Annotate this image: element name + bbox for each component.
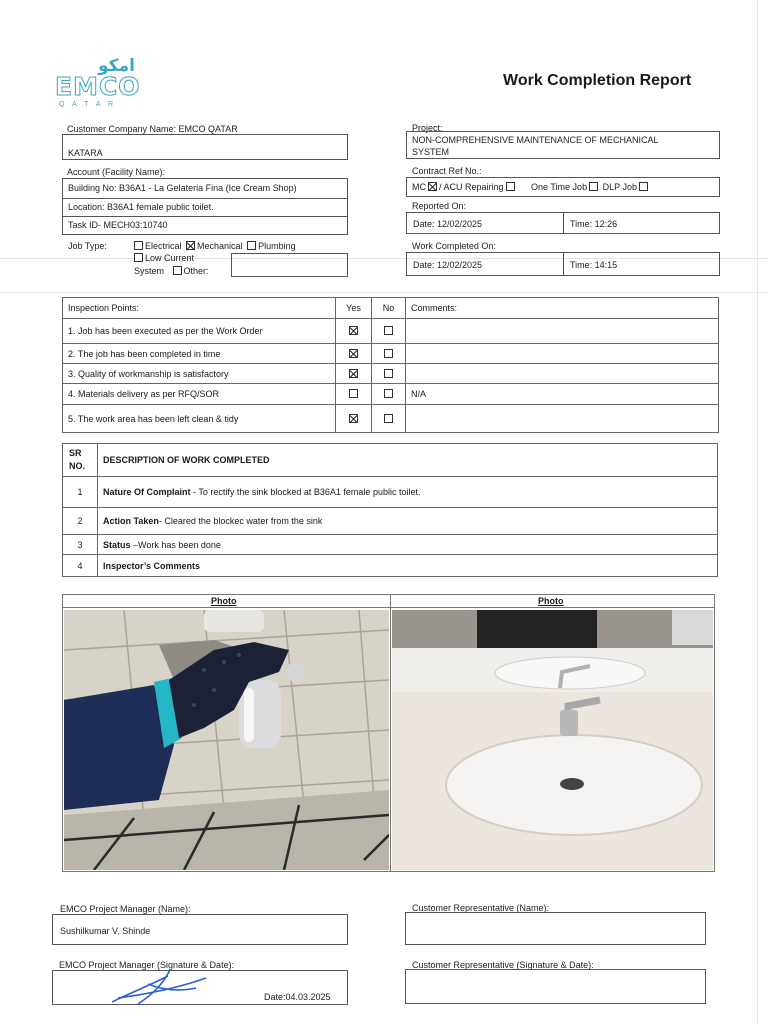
table-row — [63, 364, 719, 384]
mc-label: MC — [412, 182, 426, 192]
mechanical-label: Mechanical — [197, 241, 243, 251]
yes-checkbox[interactable] — [349, 349, 358, 358]
divider — [62, 198, 348, 199]
logo-main: EMCO — [55, 72, 141, 101]
logo-arabic: امكو — [98, 56, 135, 76]
pm-signature-date: Date:04.03.2025 — [264, 992, 331, 1002]
building-value: Building No: B36A1 - La Gelateria Fina (Ice Cream Shop) — [68, 183, 297, 193]
logo-sub: Q A T A R — [59, 101, 117, 108]
plumbing-label: Plumbing — [258, 241, 296, 251]
completed-label: Work Completed On: — [412, 241, 496, 251]
work-row-text: - Cleared the blockec water from the sink — [158, 516, 323, 526]
job-type-options — [132, 241, 296, 251]
customer-rep-signature-label: Customer Representative (Signature & Date): — [412, 960, 594, 970]
inspection-comment — [406, 405, 719, 433]
work-row-text: –Work has been done — [130, 539, 221, 550]
customer-company-box — [62, 134, 348, 160]
inspection-point: 2. The job has been completed in time — [63, 344, 336, 364]
table-row — [63, 384, 719, 405]
customer-company-label: Customer Company Name: EMCO QATAR — [67, 124, 238, 134]
dlp-checkbox[interactable] — [639, 182, 648, 191]
sr-number: 4 — [63, 555, 98, 577]
no-checkbox[interactable] — [384, 326, 393, 335]
pm-signature-label: EMCO Project Manager (Signature & Date): — [59, 960, 235, 970]
emco-logo — [55, 58, 139, 112]
scan-edge — [757, 0, 758, 1024]
inspection-point: 4. Materials delivery as per RFQ/SOR — [63, 384, 336, 405]
work-row-title: Nature Of Complaint — [103, 487, 191, 497]
one-time-label: One Time Job — [531, 182, 588, 192]
location-value: Location: B36A1 female public toilet. — [68, 202, 214, 212]
work-row-title: Action Taken — [103, 516, 159, 526]
other-checkbox[interactable] — [173, 266, 182, 275]
sr-header — [63, 444, 98, 477]
inspection-comment — [406, 319, 719, 344]
no-checkbox[interactable] — [384, 389, 393, 398]
table-row — [63, 319, 719, 344]
table-row — [63, 405, 719, 433]
photo-clean-sink — [392, 610, 713, 870]
photo-label-right: Photo — [538, 596, 564, 606]
work-row-title: Inspector’s Comments — [103, 560, 201, 571]
photo-sink-trap — [64, 610, 389, 870]
divider — [390, 594, 391, 872]
customer-rep-name-box[interactable] — [405, 912, 706, 945]
divider — [563, 252, 564, 276]
completed-time: Time: 14:15 — [570, 260, 618, 270]
sr-number: 1 — [63, 477, 98, 508]
inspection-header-yes: Yes — [336, 298, 372, 319]
reported-time: Time: 12:26 — [570, 219, 618, 229]
photo-clean-sink-image — [392, 610, 713, 870]
system-label: System — [134, 266, 165, 276]
no-checkbox[interactable] — [384, 369, 393, 378]
inspection-point: 1. Job has been executed as per the Work Order — [63, 319, 336, 344]
project-value-line1: NON-COMPREHENSIVE MAINTENANCE OF MECHANICAL — [412, 135, 659, 145]
low-current-label: Low Current — [145, 253, 195, 263]
sr-number: 3 — [63, 535, 98, 555]
reported-date: Date: 12/02/2025 — [413, 219, 483, 229]
scan-line — [0, 292, 768, 293]
completed-date: Date: 12/02/2025 — [413, 260, 483, 270]
inspection-point: 3. Quality of workmanship is satisfactory — [63, 364, 336, 384]
inspection-header-comments: Comments: — [406, 298, 719, 319]
inspection-comment — [406, 344, 719, 364]
reported-label: Reported On: — [412, 201, 467, 211]
yes-checkbox[interactable] — [349, 369, 358, 378]
mc-checkbox[interactable] — [428, 182, 437, 191]
pm-name-label: EMCO Project Manager (Name): — [60, 904, 191, 914]
project-value-line2: SYSTEM — [412, 147, 450, 157]
work-row-title: Status — [103, 539, 131, 550]
inspection-header-no: No — [372, 298, 406, 319]
photo-sink-trap-image — [64, 610, 389, 870]
photo-label-left: Photo — [211, 596, 237, 606]
other-input[interactable] — [231, 253, 348, 277]
work-row-text: - To rectify the sink blocked at B36A1 female public toilet. — [190, 487, 421, 497]
project-label: Project: — [412, 123, 443, 133]
account-label: Account (Facility Name): — [67, 167, 166, 177]
divider — [62, 216, 348, 217]
acu-label: / ACU Repairing — [439, 182, 504, 192]
no-checkbox[interactable] — [384, 414, 393, 423]
system-option — [134, 266, 209, 276]
table-row — [63, 535, 718, 555]
sr-number: 2 — [63, 508, 98, 535]
table-row — [63, 555, 718, 577]
desc-header: DESCRIPTION OF WORK COMPLETED — [98, 444, 718, 477]
divider — [563, 212, 564, 234]
dlp-label: DLP Job — [602, 182, 637, 192]
electrical-label: Electrical — [145, 241, 182, 251]
customer-company-value: KATARA — [68, 148, 103, 158]
customer-rep-signature-box[interactable] — [405, 969, 706, 1004]
inspection-comment: N/A — [406, 384, 719, 405]
table-row — [63, 477, 718, 508]
electrical-checkbox[interactable] — [134, 241, 143, 250]
inspection-comment — [406, 364, 719, 384]
table-row — [63, 344, 719, 364]
divider — [62, 607, 715, 608]
customer-rep-name-label: Customer Representative (Name): — [412, 903, 550, 913]
report-title: Work Completion Report — [503, 72, 692, 89]
acu-checkbox[interactable] — [506, 182, 515, 191]
yes-checkbox[interactable] — [349, 414, 358, 423]
low-current-checkbox[interactable] — [134, 253, 143, 262]
pm-name: Sushilkumar V. Shinde — [60, 926, 151, 936]
sr-header-line2: NO. — [69, 461, 86, 471]
low-current-option — [132, 253, 194, 263]
yes-checkbox[interactable] — [349, 389, 358, 398]
yes-checkbox[interactable] — [349, 326, 358, 335]
inspection-header-points: Inspection Points: — [63, 298, 336, 319]
contract-options — [412, 182, 650, 192]
one-time-checkbox[interactable] — [589, 182, 598, 191]
other-label: Other: — [183, 266, 209, 276]
mechanical-checkbox[interactable] — [186, 241, 195, 250]
sr-header-line1: SR — [69, 448, 82, 458]
plumbing-checkbox[interactable] — [247, 241, 256, 250]
pm-signature — [108, 964, 218, 1008]
inspection-point: 5. The work area has been left clean & tidy — [63, 405, 336, 433]
task-id-value: Task ID- MECH03:10740 — [68, 220, 168, 230]
contract-label: Contract Ref No.: — [412, 166, 482, 176]
table-row — [63, 508, 718, 535]
inspection-table — [62, 297, 719, 433]
work-table — [62, 443, 718, 577]
no-checkbox[interactable] — [384, 349, 393, 358]
job-type-label: Job Type: — [68, 241, 107, 251]
